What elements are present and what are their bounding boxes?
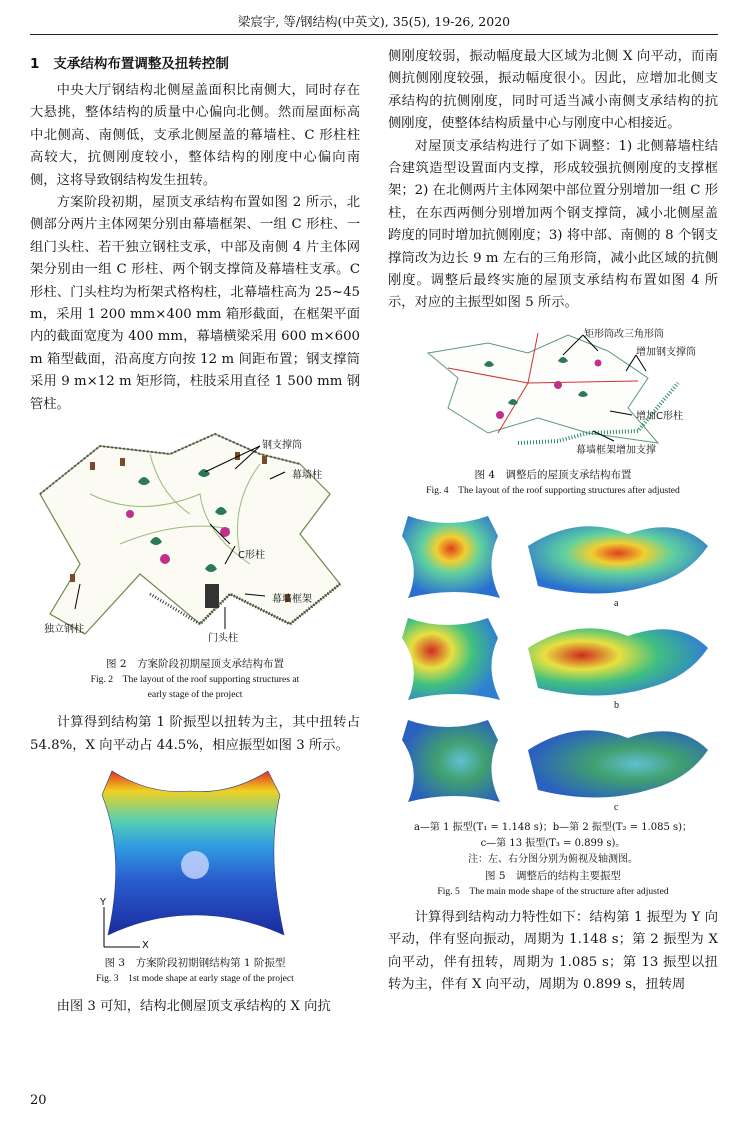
label-curtain-frame: 幕墙框架 [272, 594, 312, 606]
figure-4-caption-cn: 图 4 调整后的屋顶支承结构布置 [474, 468, 632, 481]
label-add-c-column: 增加C形柱 [636, 410, 683, 422]
paragraph: 计算得到结构动力特性如下：结构第 1 振型为 Y 向平动，伴有竖向振动，周期为 1.148 s；第 2 振型为 X 向平动，伴有扭转，周期为 1.085 s；第 13 振型以扭转为主，伴有 X 向平动，周期为 0.899 s，扭转周 [388, 909, 718, 993]
page-number: 20 [30, 1093, 47, 1108]
paragraph: 由图 3 可知，结构北侧屋顶支承结构的 X 向抗 [56, 998, 331, 1014]
figure-2-caption-en-2: early stage of the project [147, 689, 243, 701]
label-add-brace: 幕墙框架增加支撑 [576, 444, 656, 456]
label-independent-column: 独立钢柱 [44, 624, 84, 636]
figure-2-caption-cn: 图 2 方案阶段初期屋顶支承结构布置 [105, 658, 285, 671]
subfigure-b-label: b [614, 699, 619, 711]
paragraph: 方案阶段初期，屋顶支承结构布置如图 2 所示，北侧部分两片主体网架分别由幕墙框架、一组 C 形柱、一组门头柱、若干独立钢柱支承，中部及南侧 4 片主体网架分别由一组 C 形柱、两个钢支撑筒及幕墙柱支承。C 形柱、门头柱均为桁架式格构柱，北幕墙柱高为 25~45 m，采用 1 200 mm×400 mm 箱形截面，在框架平面内的截面宽度为 400 mm，幕墙横梁采用 600 m×600 m 箱型截面，沿高度方向按 12 m 间距布置；钢支撑筒采用 9 m×12 m 矩形筒，柱肢采用直径 1 500 mm 钢管柱。 [30, 195, 360, 412]
running-head: 梁宸宇, 等/钢结构(中英文), 35(5), 19-26, 2020 [237, 14, 511, 29]
roof-layout-diagram [30, 424, 360, 652]
figure-5-note: 注：左、右分图分别为俯视及轴测图。 [468, 853, 638, 865]
figure-5-caption-cn: 图 5 调整后的结构主要振型 [484, 869, 622, 882]
paragraph: 对屋顶支承结构进行了如下调整：1) 北侧幕墙柱结合建筑造型设置面内支撑，形成较强抗侧刚度的支撑框架；2) 在北侧两片主体网架中部位置分别增加一组 C 形柱，在东西两侧分别增加两个钢支撑筒，减小北侧屋盖跨度的同时增加抗侧刚度；3) 将中部、南侧的 8 个钢支撑筒改为边长 9 m 左右的三角形筒，减小此区域的抗侧刚度。调整后最终实施的屋顶支承结构布置如图 4 所示，对应的主振型如图 5 所示。 [388, 138, 718, 311]
figure-4 [388, 323, 718, 463]
paragraph: 中央大厅钢结构北侧屋盖面积比南侧大，同时存在大悬挑，整体结构的质量中心偏向北侧。然而屋面标高中北侧高、南侧低，支承北侧屋盖的幕墙柱、C 形柱柱高较大，抗侧刚度较小，整体结构的刚度中心偏向南侧，这将导致钢结构发生扭转。 [30, 83, 360, 188]
figure-2 [30, 424, 360, 652]
figure-3-caption-cn: 图 3 方案阶段初期钢结构第 1 阶振型 [104, 956, 286, 969]
axis-x-label: X [142, 939, 149, 951]
figure-3-caption-en: Fig. 3 1st mode shape at early stage of the project [96, 972, 294, 984]
header-rule [30, 34, 718, 35]
subfigure-a-label: a [614, 597, 619, 609]
figure-3 [30, 765, 360, 951]
figure-5-caption-en: Fig. 5 The main mode shape of the structure after adjusted [437, 885, 669, 897]
label-c-column: C形柱 [238, 550, 265, 562]
axis-y-label: Y [100, 896, 107, 908]
label-steel-tube: 钢支撑筒 [262, 440, 302, 452]
label-add-tube: 增加钢支撑筒 [636, 346, 696, 358]
section-heading [30, 52, 360, 72]
mode-shape-plot [30, 765, 360, 951]
figure-2-caption-en-1: Fig. 2 The layout of the roof supporting structures at [90, 674, 300, 686]
label-door-column: 门头柱 [208, 633, 238, 645]
label-curtain-column: 幕墙柱 [292, 470, 322, 482]
figure-5-legend-1: a—第 1 振型(T₁ = 1.148 s)；b—第 2 振型(T₂ = 1.085 s)； [413, 821, 693, 833]
paragraph: 计算得到结构第 1 阶振型以扭转为主，其中扭转占 54.8%，X 向平动占 44.5%，相应振型如图 3 所示。 [30, 715, 360, 753]
paragraph: 侧刚度较弱，振动幅度最大区域为北侧 X 向平动，而南侧抗侧刚度较强，振动幅度很小。因此，应增加北侧支承结构的抗侧刚度，同时可适当减小南侧支承结构的抗侧刚度，使整体结构质量中心与刚度中心相接近。 [388, 49, 718, 132]
section-number: 1 [30, 56, 40, 72]
figure-5 [388, 506, 718, 816]
label-rect-to-triangle: 矩形筒改三角形筒 [584, 328, 664, 340]
figure-5-legend-2: c—第 13 振型(T₃ = 0.899 s)。 [480, 837, 626, 849]
right-column [388, 46, 718, 997]
section-title: 支承结构布置调整及扭转控制 [53, 56, 229, 72]
mode-shapes-panel [388, 506, 718, 816]
left-column [30, 46, 360, 1018]
figure-4-caption-en: Fig. 4 The layout of the roof supporting structures after adjusted [426, 484, 680, 496]
subfigure-c-label: c [614, 801, 619, 813]
